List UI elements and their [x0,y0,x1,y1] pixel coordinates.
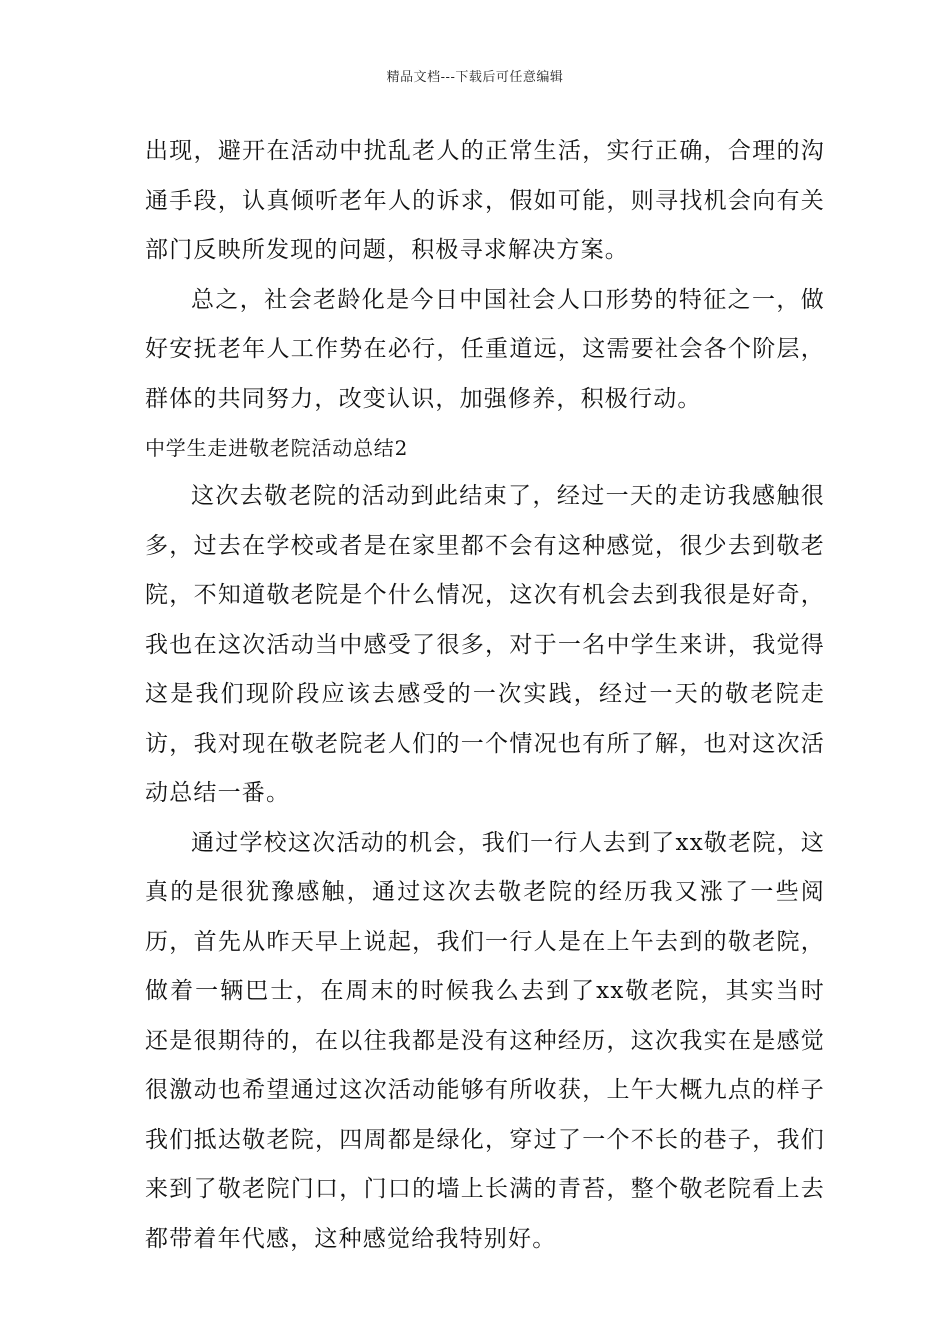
document-body [145,127,825,1264]
paragraph-summary: 总之，社会老龄化是今日中国社会人口形势的特征之一，做好安抚老年人工作势在必行，任重道远，这需要社会各个阶层，群体的共同努力，改变认识，加强修养，积极行动。 [145,286,825,412]
section-heading: 中学生走进敬老院活动总结2 [145,436,409,460]
paragraph-continuation: 出现，避开在活动中扰乱老人的正常生活，实行正确，合理的沟通手段，认真倾听老年人的诉求，假如可能，则寻找机会向有关部门反映所发现的问题，积极寻求解决方案。 [145,138,825,263]
paragraph-intro: 这次去敬老院的活动到此结束了，经过一天的走访我感触很多，过去在学校或者是在家里都不会有这种感觉，很少去到敬老院，不知道敬老院是个什么情况，这次有机会去到我很是好奇，我也在这次活动当中感受了很多，对于一名中学生来讲，我觉得这是我们现阶段应该去感受的一次实践，经过一天的敬老院走访，我对现在敬老院老人们的一个情况也有所了解，也对这次活动总结一番。 [145,483,825,806]
page-header: 精品文档---下载后可任意编辑 [386,70,564,85]
paragraph-visit: 通过学校这次活动的机会，我们一行人去到了xx敬老院，这真的是很犹豫感触，通过这次去敬老院的经历我又涨了一些阅历，首先从昨天早上说起，我们一行人是在上午去到的敬老院，做着一辆巴士，在周末的时候我么去到了xx敬老院，其实当时还是很期待的，在以往我都是没有这种经历，这次我实在是感觉很激动也希望通过这次活动能够有所收获，上午大概九点的样子我们抵达敬老院，四周都是绿化，穿过了一个不长的巷子，我们来到了敬老院门口，门口的墙上长满的青苔，整个敬老院看上去都带着年代感，这种感觉给我特别好。 [145,829,825,1252]
